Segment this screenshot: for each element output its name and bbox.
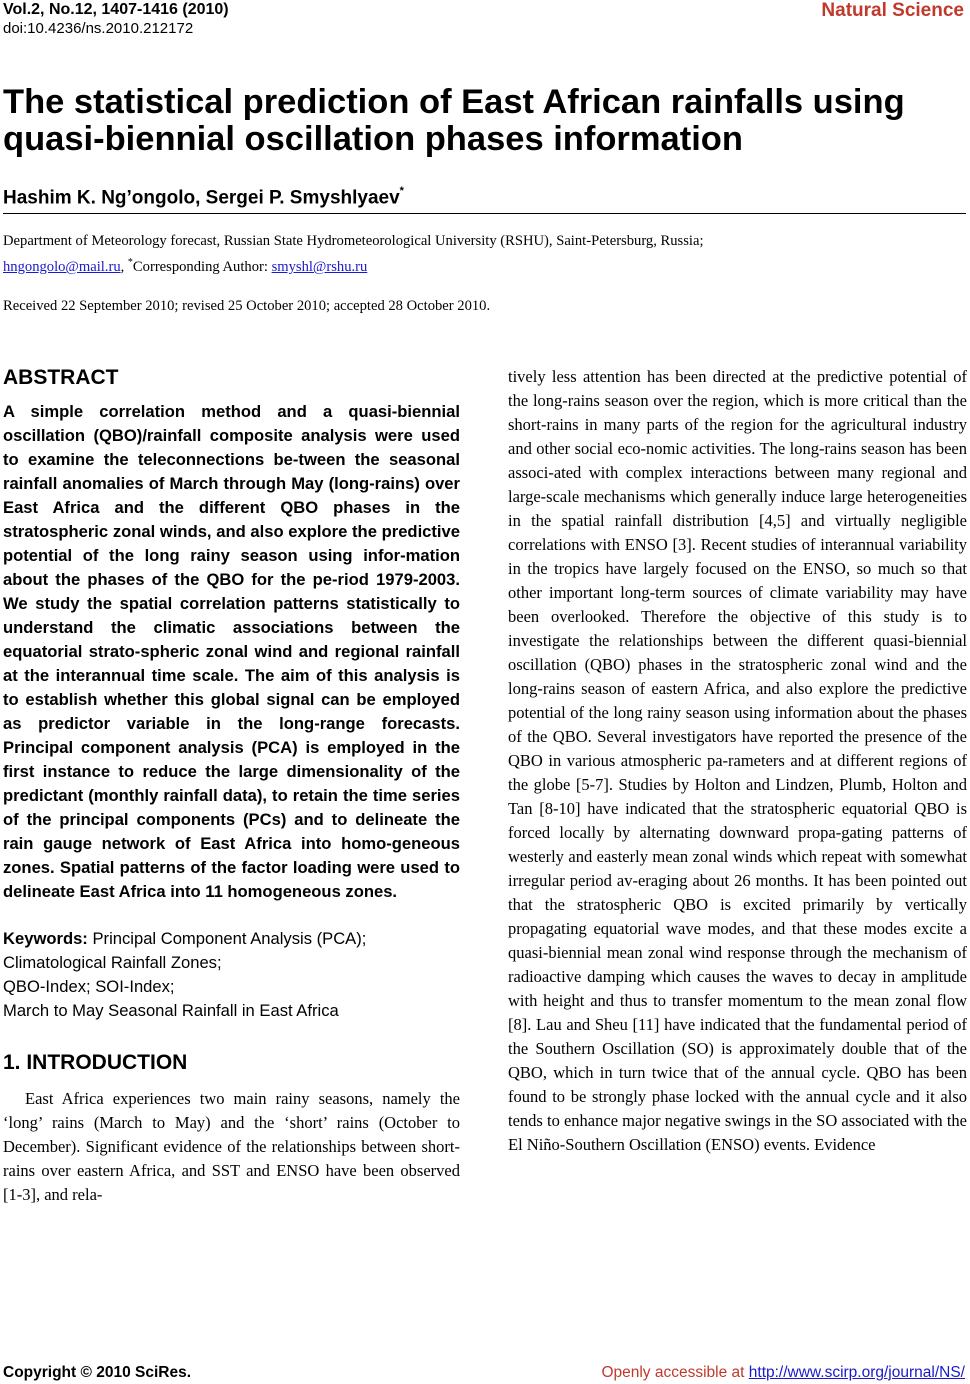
- footer-access: [601, 1364, 965, 1382]
- contact-line: hngongolo@mail.ru, *Corresponding Author: smyshl@rshu.ru: [3, 257, 368, 275]
- keyword-item: March to May Seasonal Rainfall in East Africa: [3, 1001, 339, 1020]
- introduction-continuation: tively less attention has been directed at the predictive potential of the long-rains season over the region, which is more critical than the short-rains in many parts of the region for the agricultural industry and other social eco-nomic activities. The long-rains season has been associ-ated with complex interactions between many regional and large-scale mechanisms which generally induce large heterogeneities in the spatial rainfall distribution [4,5] and virtually negligible correlations with ENSO [3]. Recent studies of interannual variability in the tropics have largely focused on the ENSO, so much so that other important long-term sources of climate variability may have been overlooked. Therefore the objective of this study is to investigate the relationships between the different quasi-biennial oscillation (QBO) phases in the stratospheric zonal wind and the long-rains season of eastern Africa, and also explore the predictive potential of the long rainy season using information about the phases of the QBO. Several investigators have reported the presence of the QBO in various atmospheric pa-rameters and at different regions of the globe [5-7]. Studies by Holton and Lindzen, Plumb, Holton and Tan [8-10] have indicated that the stratospheric equatorial QBO is forced locally by alternating downward propa-gating patterns of westerly and easterly mean zonal winds which repeat with somewhat irregular period av-eraging about 26 months. It has been pointed out that the stratospheric QBO is excited primarily by vertically propagating equatorial wave modes, and that these modes excite a quasi-biennial mean zonal wind response through the mechanism of radioactive damping which causes the waves to decay in amplitude with height and thus to transfer momentum to the mean zonal flow [8]. Lau and Sheu [11] have indicated that the fundamental period of the Southern Oscillation (SO) is approximately double that of the QBO, which in turn twice that of the annual cycle. QBO has been found to be strongly phase locked with the annual cycle and it also tends to enhance major negative swings in the SO associated with the El Niño-Southern Oscillation (ENSO) events. Evidence: [508, 367, 967, 1154]
- running-header: [3, 0, 403, 39]
- volume-info: Vol.2, No.12, 1407-1416 (2010): [3, 1, 229, 18]
- footer-copyright: Copyright © 2010 SciRes.: [3, 1364, 192, 1381]
- author-list: [3, 181, 404, 210]
- corresponding-mark: *: [127, 257, 133, 268]
- affiliation-text: Department of Meteorology forecast, Russian State Hydrometeorological University (RSHU), Saint-Petersburg, Russia;: [3, 233, 704, 249]
- email-link-corresponding[interactable]: smyshl@rshu.ru: [271, 258, 368, 275]
- left-column: [3, 364, 460, 1207]
- right-column: [508, 365, 967, 1157]
- introduction-paragraph: East Africa experiences two main rainy seasons, namely the ‘long’ rains (March to May) and the ‘short’ rains (October to December). Significant evidence of the relationships between short-rains over eastern Africa, and SST and ENSO have been observed [1-3], and rela-: [3, 1089, 460, 1204]
- doi-text: doi:10.4236/ns.2010.212172: [3, 20, 194, 37]
- paper-title: The statistical prediction of East African rainfalls using quasi-biennial oscillation phases information: [3, 83, 905, 158]
- affiliation-block: [3, 231, 963, 278]
- received-dates: Received 22 September 2010; revised 25 October 2010; accepted 28 October 2010.: [3, 298, 491, 314]
- email-link-primary[interactable]: hngongolo@mail.ru: [3, 258, 121, 275]
- corresponding-label: Corresponding Author:: [132, 258, 272, 275]
- keyword-item: Principal Component Analysis (PCA);: [92, 929, 367, 948]
- footer-access-label: Openly accessible at: [601, 1364, 749, 1381]
- introduction-heading: 1. INTRODUCTION: [3, 1051, 188, 1074]
- author-mark: *: [399, 185, 404, 197]
- title-divider: [3, 213, 966, 214]
- keyword-item: Climatological Rainfall Zones;: [3, 953, 222, 972]
- abstract-text: A simple correlation method and a quasi-biennial oscillation (QBO)/rainfall composite analysis were used to examine the teleconnections be-tween the seasonal rainfall anomalies of March through May (long-rains) over East Africa and the different QBO phases in the stratospheric zonal winds, and also explore the predictive potential of the long rainy season using infor-mation about the phases of the QBO for the pe-riod 1979-2003. We study the spatial correlation patterns statistically to understand the climatic associations between the equatorial strato-spheric zonal wind and regional rainfall at the interannual time scale. The aim of this analysis is to establish whether this global signal can be employed as predictor variable in the long-range forecasts. Principal component analysis (PCA) is employed in the first instance to reduce the large dimensionality of the predictant (monthly rainfall data), to retain the time series of the principal components (PCs) and to delineate the rain gauge network of East Africa into homo-geneous zones. Spatial patterns of the factor loading were used to delineate East Africa into 11 homogeneous zones.: [3, 402, 460, 901]
- journal-url-link[interactable]: http://www.scirp.org/journal/NS/: [748, 1364, 965, 1381]
- keyword-item: QBO-Index; SOI-Index;: [3, 977, 175, 996]
- abstract-heading: ABSTRACT: [3, 366, 119, 389]
- keywords-label: Keywords:: [3, 929, 88, 948]
- journal-name: Natural Science: [821, 0, 964, 21]
- author-names: Hashim K. Ng’ongolo, Sergei P. Smyshlyaev: [3, 187, 400, 209]
- keywords-block: [3, 927, 460, 1023]
- keywords-first-line: [3, 927, 460, 951]
